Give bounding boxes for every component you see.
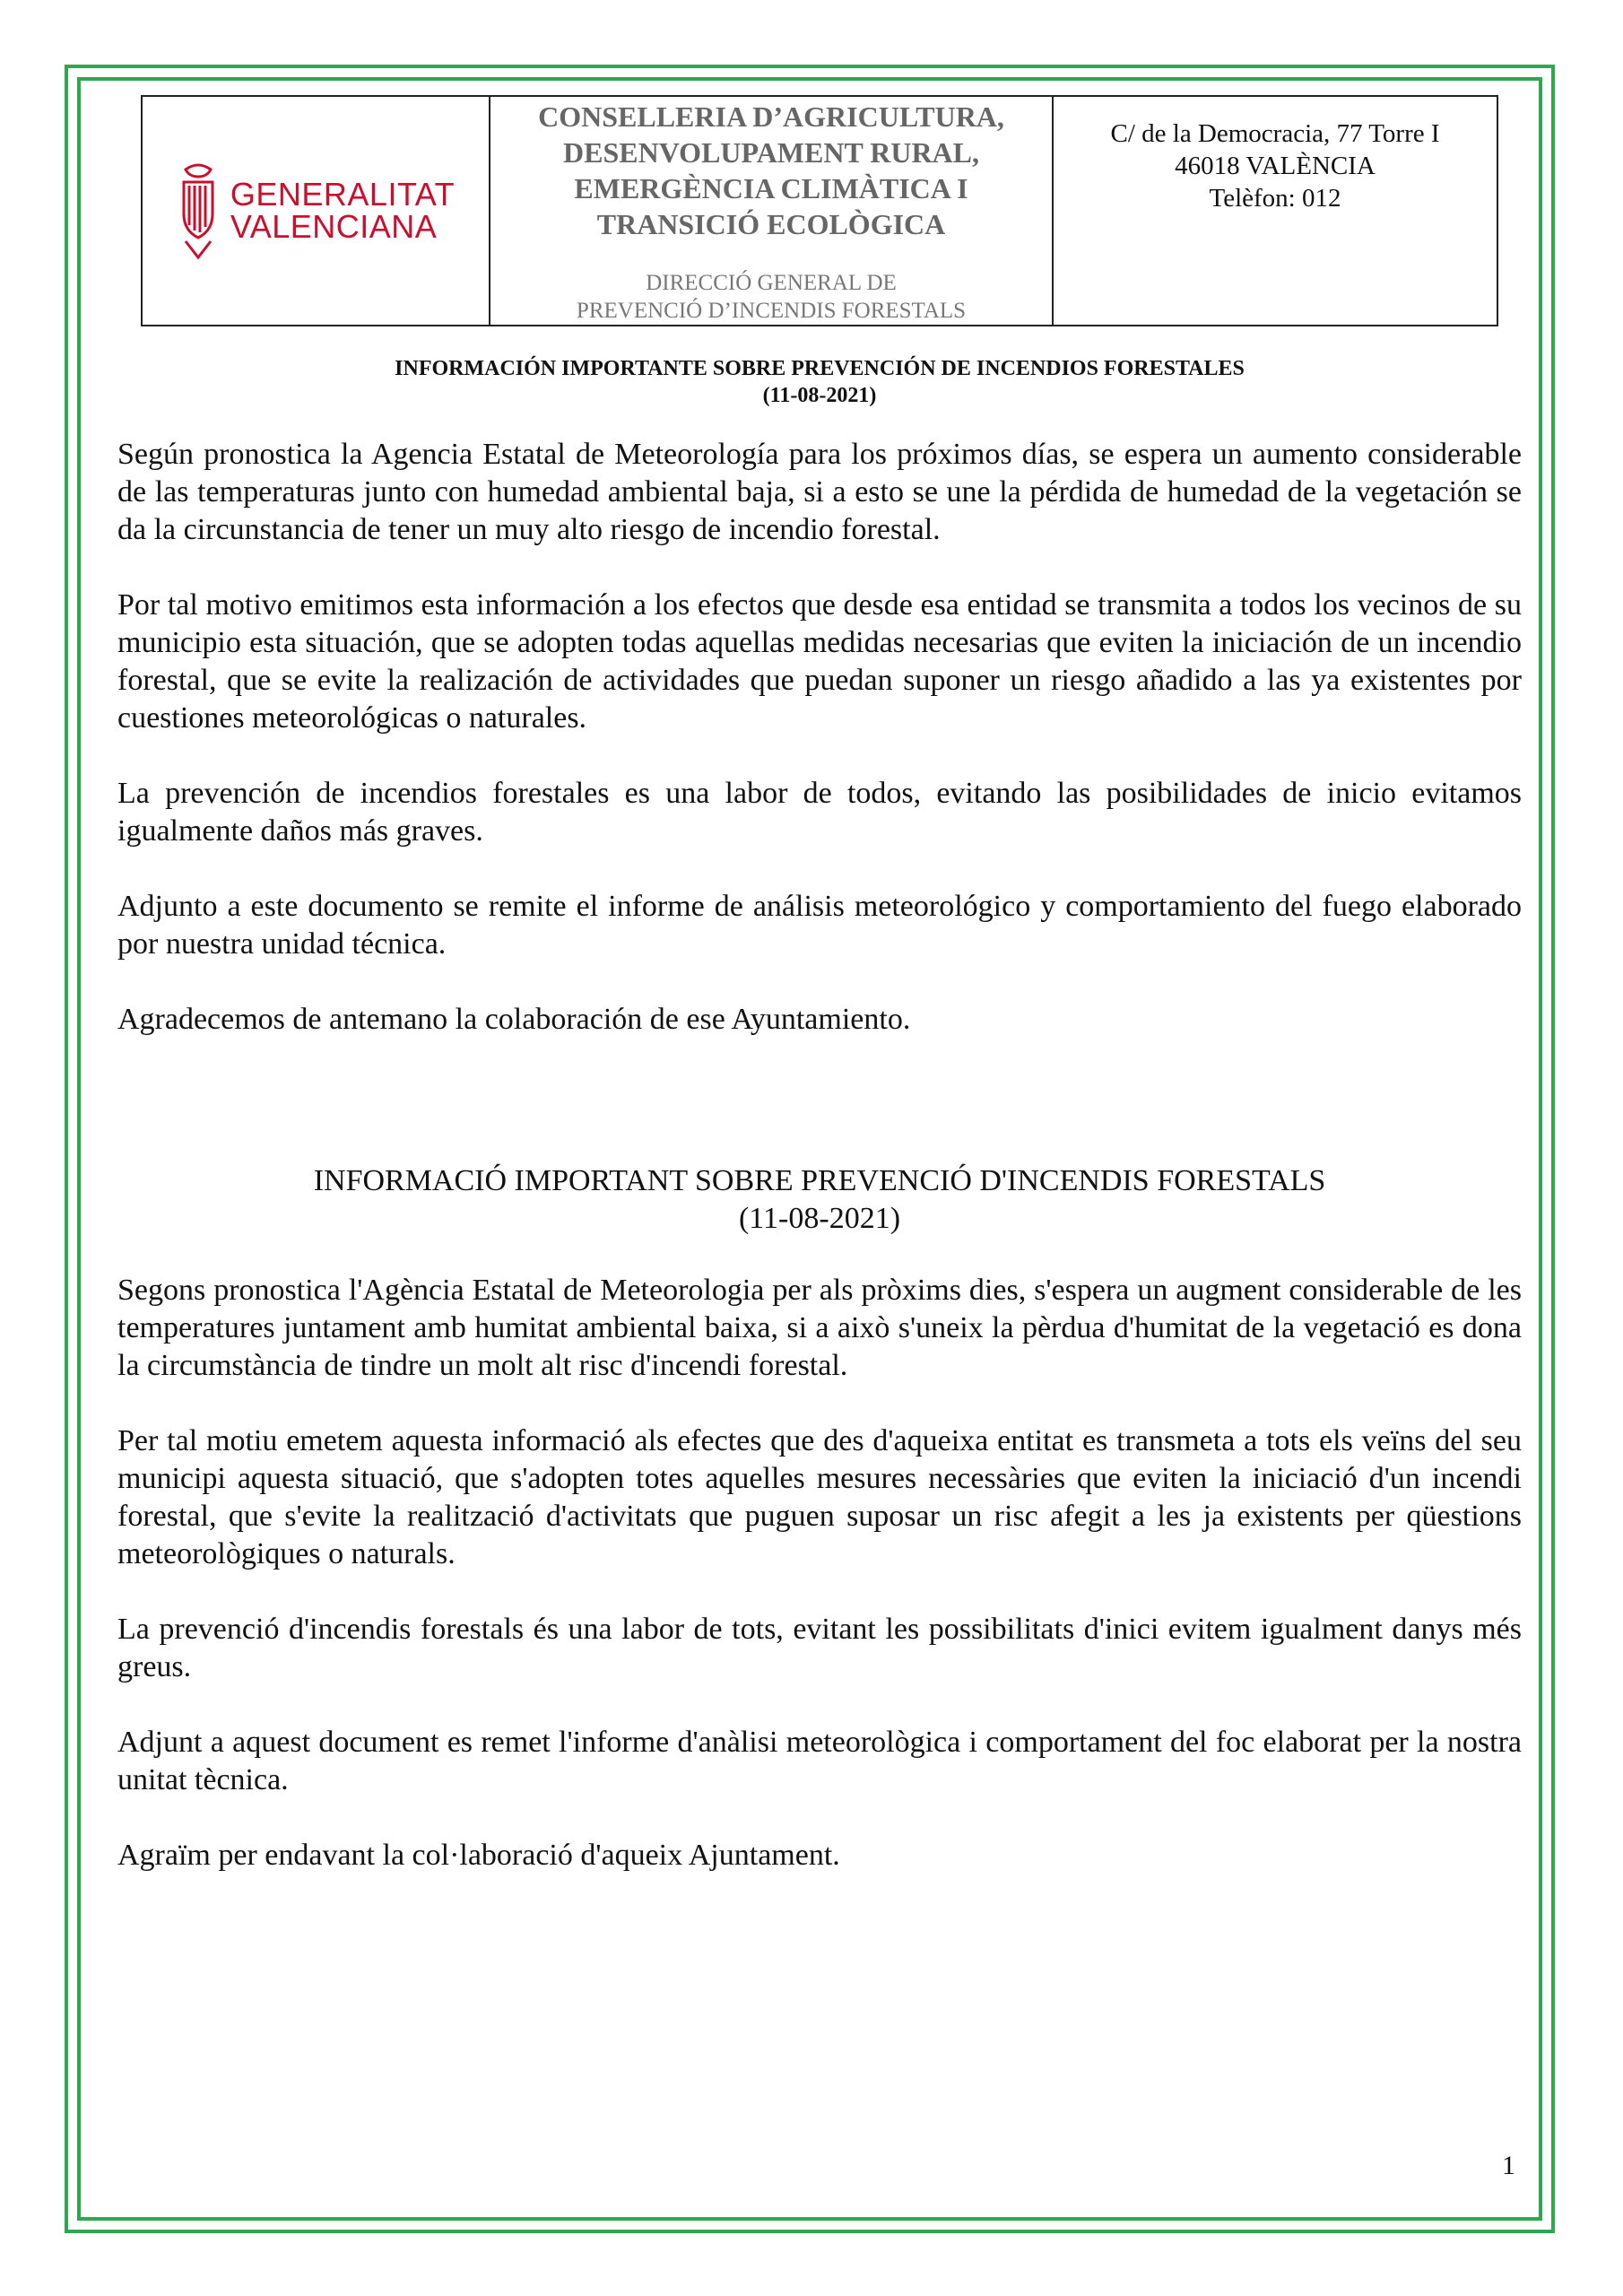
valencian-title-text: INFORMACIÓ IMPORTANT SOBRE PREVENCIÓ D'INCENDIS FORESTALS bbox=[313, 1164, 1326, 1197]
dept-line: CONSELLERIA D’AGRICULTURA, bbox=[538, 100, 1004, 133]
letterhead bbox=[141, 95, 1498, 326]
sub-department bbox=[490, 269, 1052, 325]
paragraph: Per tal motiu emetem aquesta informació als efectes que des d'aqueixa entitat es transmeta a tots els veïns del seu municipi aquesta situació, que s'adopten totes aquelles mesures necessàries que eviten la iniciació d'un incendi forestal, que s'evite la realització d'activitats que puguen suposar un risc afegit a les ja existents per qüestions meteorològiques o naturals. bbox=[117, 1424, 1522, 1570]
logo-cell bbox=[143, 97, 490, 325]
spanish-title bbox=[141, 355, 1498, 409]
spanish-title-date: (11-08-2021) bbox=[762, 384, 877, 407]
generalitat-logo bbox=[177, 161, 455, 261]
department-cell bbox=[490, 97, 1054, 325]
logo-line-1: GENERALITAT bbox=[230, 176, 456, 213]
department-name bbox=[490, 97, 1052, 242]
dept-line: EMERGÈNCIA CLIMÀTICA I bbox=[574, 172, 968, 204]
dept-line: TRANSICIÓ ECOLÒGICA bbox=[596, 208, 946, 240]
subdept-line: DIRECCIÓ GENERAL DE bbox=[646, 271, 897, 295]
logo-line-2: VALENCIANA bbox=[230, 208, 438, 245]
spanish-body bbox=[117, 436, 1522, 1076]
paragraph: La prevención de incendios forestales es una labor de todos, evitando las posibilidades de inicio evitamos igualmente daños más graves. bbox=[117, 777, 1522, 848]
paragraph: Adjunto a este documento se remite el informe de análisis meteorológico y comportamiento del fuego elaborado por nuestra unidad técnica. bbox=[117, 890, 1522, 961]
spanish-title-text: INFORMACIÓN IMPORTANTE SOBRE PREVENCIÓN DE INCENDIOS FORESTALES bbox=[395, 357, 1245, 380]
paragraph: Agradecemos de antemano la colaboración de ese Ayuntamiento. bbox=[117, 1003, 911, 1036]
page-number: 1 bbox=[1502, 2151, 1515, 2180]
paragraph: Adjunt a aquest document es remet l'informe d'anàlisi meteorològica i comportament del foc elaborat per la nostra unitat tècnica. bbox=[117, 1726, 1522, 1796]
paragraph: Por tal motivo emitimos esta información a los efectos que desde esa entidad se transmita a todos los vecinos de su municipio esta situación, que se adopten todas aquellas medidas necesarias que eviten la iniciación de un incendio forestal, que se evite la realización de actividades que puedan suponer un riesgo añadido a las ya existentes por cuestiones meteorológicas o naturales. bbox=[117, 588, 1522, 735]
dept-line: DESENVOLUPAMENT RURAL, bbox=[563, 136, 979, 169]
paragraph: Agraïm per endavant la col·laboració d'aqueix Ajuntament. bbox=[117, 1839, 840, 1872]
valencian-title bbox=[141, 1162, 1498, 1238]
coat-of-arms-icon bbox=[177, 161, 220, 261]
address-cell bbox=[1054, 52, 1497, 280]
subdept-line: PREVENCIÓ D’INCENDIS FORESTALS bbox=[576, 299, 967, 323]
paragraph: La prevenció d'incendis forestals és una labor de tots, evitant les possibilitats d'inici evitem igualment danys més greus. bbox=[117, 1613, 1522, 1683]
valencian-title-date: (11-08-2021) bbox=[738, 1202, 901, 1235]
phone-line: Telèfon: 012 bbox=[1209, 184, 1341, 213]
address-line: C/ de la Democracia, 77 Torre I bbox=[1110, 119, 1440, 148]
paragraph: Segons pronostica l'Agència Estatal de Meteorologia per als pròxims dies, s'espera un augment considerable de les temperatures juntament amb humitat ambiental baixa, si a això s'uneix la pèrdua d'humitat de la vegetació es dona la circumstància de tindre un molt alt risc d'incendi forestal. bbox=[117, 1274, 1522, 1382]
paragraph: Según pronostica la Agencia Estatal de Meteorología para los próximos días, se espera un aumento considerable de las temperaturas junto con humedad ambiental baja, si a esto se une la pérdida de humedad de la vegetación se da la circunstancia de tener un muy alto riesgo de incendio forestal. bbox=[117, 438, 1522, 546]
address-line: 46018 VALÈNCIA bbox=[1175, 152, 1376, 180]
valencian-body bbox=[117, 1272, 1522, 1912]
